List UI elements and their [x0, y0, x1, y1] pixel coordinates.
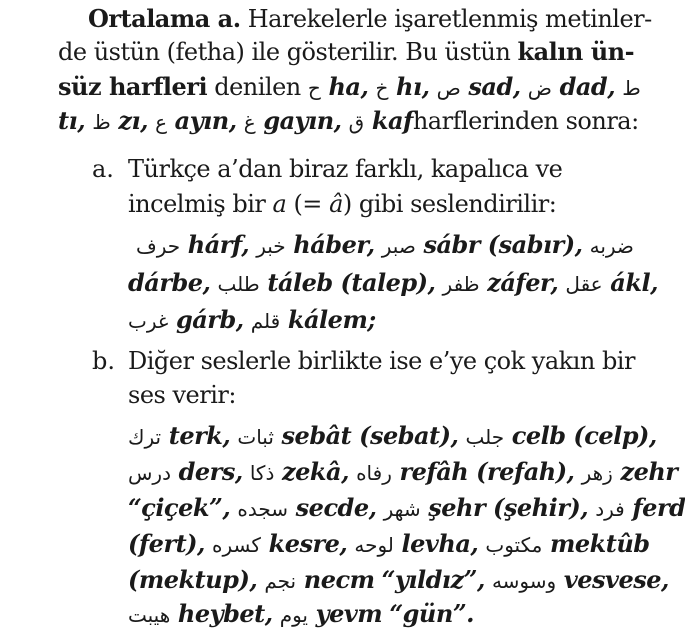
letter-name: gayın, [263, 106, 342, 135]
paragraph-line-1 [88, 2, 652, 36]
text-run: Harekelerle işaretlenmiş metinler- [247, 5, 652, 33]
arabic-word: لوحه [354, 533, 394, 557]
transliteration: levha, [401, 529, 479, 558]
text-run: (= [293, 190, 322, 218]
arabic-letter: خ [375, 76, 389, 100]
transliteration: vesvese, [563, 565, 669, 594]
item-b-examples-line-4 [128, 527, 650, 562]
transliteration: kálem; [287, 305, 376, 334]
transliteration: táleb (talep), [267, 268, 436, 297]
transliteration: “çiçek”, [128, 493, 231, 522]
transliteration: secde, [295, 493, 377, 522]
list-marker-b: b. [92, 347, 115, 375]
item-a-line-2 [128, 187, 556, 221]
paragraph-line-3 [58, 70, 641, 105]
transliteration: sebât (sebat), [281, 421, 459, 450]
arabic-letter: ض [527, 76, 552, 100]
letter-name: hı, [396, 72, 430, 101]
arabic-letter: ص [436, 76, 461, 100]
letter-name: ayın, [174, 106, 237, 135]
letter-name: kaf [371, 106, 413, 135]
transliteration: gárb, [175, 305, 244, 334]
transliteration: ders, [178, 457, 243, 486]
arabic-letter: ظ [92, 110, 111, 134]
transliteration: yevm [315, 599, 383, 628]
paragraph-line-2 [58, 35, 634, 69]
transliteration: kesre, [268, 529, 348, 558]
letter-name: tı, [58, 106, 86, 135]
transliteration: terk, [168, 421, 231, 450]
text-run: Diğer seslerle birlikte ise e’ye çok yakın bir [128, 347, 635, 375]
arabic-word: صبر [381, 234, 416, 258]
arabic-word: يوم [279, 603, 308, 627]
transliteration: dárbe, [128, 268, 211, 297]
arabic-word: درس [128, 461, 171, 485]
section-title: Ortalama a. [88, 4, 241, 33]
text-run: incelmiş bir [128, 190, 266, 218]
transliteration: zekâ, [282, 457, 349, 486]
item-b-examples-line-3 [128, 491, 685, 526]
arabic-word: وسوسه [491, 569, 557, 593]
transliteration: háber, [293, 230, 375, 259]
arabic-word: خبر [256, 234, 286, 258]
arabic-word: نجم [264, 569, 297, 593]
arabic-word: سجده [237, 497, 289, 521]
transliteration: ákl, [610, 268, 658, 297]
letter-example: a [272, 190, 287, 218]
letter-name: ha, [328, 72, 369, 101]
item-b-examples-line-2 [128, 455, 677, 490]
arabic-word: مكتوب [485, 533, 543, 557]
item-b-examples-line-1 [128, 419, 657, 454]
text-run: Türkçe a’dan biraz farklı, kapalıca ve [128, 155, 563, 183]
arabic-word: ضربه [589, 234, 634, 258]
item-b-line-1 [128, 344, 635, 378]
arabic-letter: ق [348, 110, 365, 134]
transliteration: refâh (refah), [399, 457, 575, 486]
item-a-examples-line-1 [136, 228, 634, 263]
transliteration: mektûb [549, 529, 650, 558]
arabic-word: ترك [128, 425, 162, 449]
arabic-word: شهر [383, 497, 421, 521]
item-a-line-1 [128, 152, 562, 186]
item-b-examples-line-5 [128, 563, 669, 598]
transliteration: (mektup), [128, 565, 258, 594]
transliteration: celb (celp), [511, 421, 657, 450]
transliteration: hárf, [187, 230, 250, 259]
arabic-word: ظفر [442, 272, 480, 296]
text-run: ses verir: [128, 381, 236, 409]
transliteration: sábr (sabır), [423, 230, 583, 259]
arabic-word: زهر [581, 461, 613, 485]
text-run: denilen [214, 73, 301, 101]
emphasis-term: kalın ün- [517, 37, 635, 66]
arabic-word: عقل [565, 272, 603, 296]
transliteration: şehr (şehir), [428, 493, 589, 522]
transliteration: “yıldız”, [381, 565, 485, 594]
paragraph-line-4 [58, 104, 639, 139]
arabic-letter: ع [155, 110, 168, 134]
transliteration: zehr [620, 457, 678, 486]
letter-example: â [329, 190, 343, 218]
arabic-letter: ح [307, 76, 321, 100]
text-run: ) gibi seslendirilir: [342, 190, 557, 218]
arabic-word: ثبات [237, 425, 274, 449]
arabic-word: فرد [595, 497, 625, 521]
arabic-word: ذكا [249, 461, 275, 485]
arabic-word: رفاه [356, 461, 392, 485]
transliteration: ferd [632, 493, 685, 522]
transliteration: necm [303, 565, 375, 594]
text-run: de üstün (fetha) ile gösterilir. Bu üstün [58, 38, 511, 66]
item-b-examples-line-6 [128, 597, 474, 632]
arabic-letter: ط [622, 76, 641, 100]
arabic-word: جلب [465, 425, 505, 449]
item-a-examples-line-3 [128, 303, 376, 338]
transliteration: “gün”. [389, 599, 474, 628]
text-run: harflerinden sonra: [412, 107, 639, 135]
letter-name: dad, [559, 72, 616, 101]
arabic-word: غرب [128, 309, 169, 333]
transliteration: záfer, [487, 268, 559, 297]
transliteration: (fert), [128, 529, 205, 558]
item-b-line-2 [128, 378, 236, 412]
arabic-word: قلم [250, 309, 281, 333]
transliteration: heybet, [177, 599, 273, 628]
list-marker-a: a. [92, 155, 114, 183]
arabic-word: طلب [217, 272, 260, 296]
emphasis-term: süz harfleri [58, 72, 208, 101]
letter-name: zı, [118, 106, 148, 135]
letter-name: sad, [468, 72, 521, 101]
item-a-examples-line-2 [128, 266, 658, 301]
arabic-word: كسره [212, 533, 261, 557]
arabic-word: حرف [136, 234, 181, 258]
arabic-letter: غ [243, 110, 256, 134]
arabic-word: هيبت [128, 603, 171, 627]
